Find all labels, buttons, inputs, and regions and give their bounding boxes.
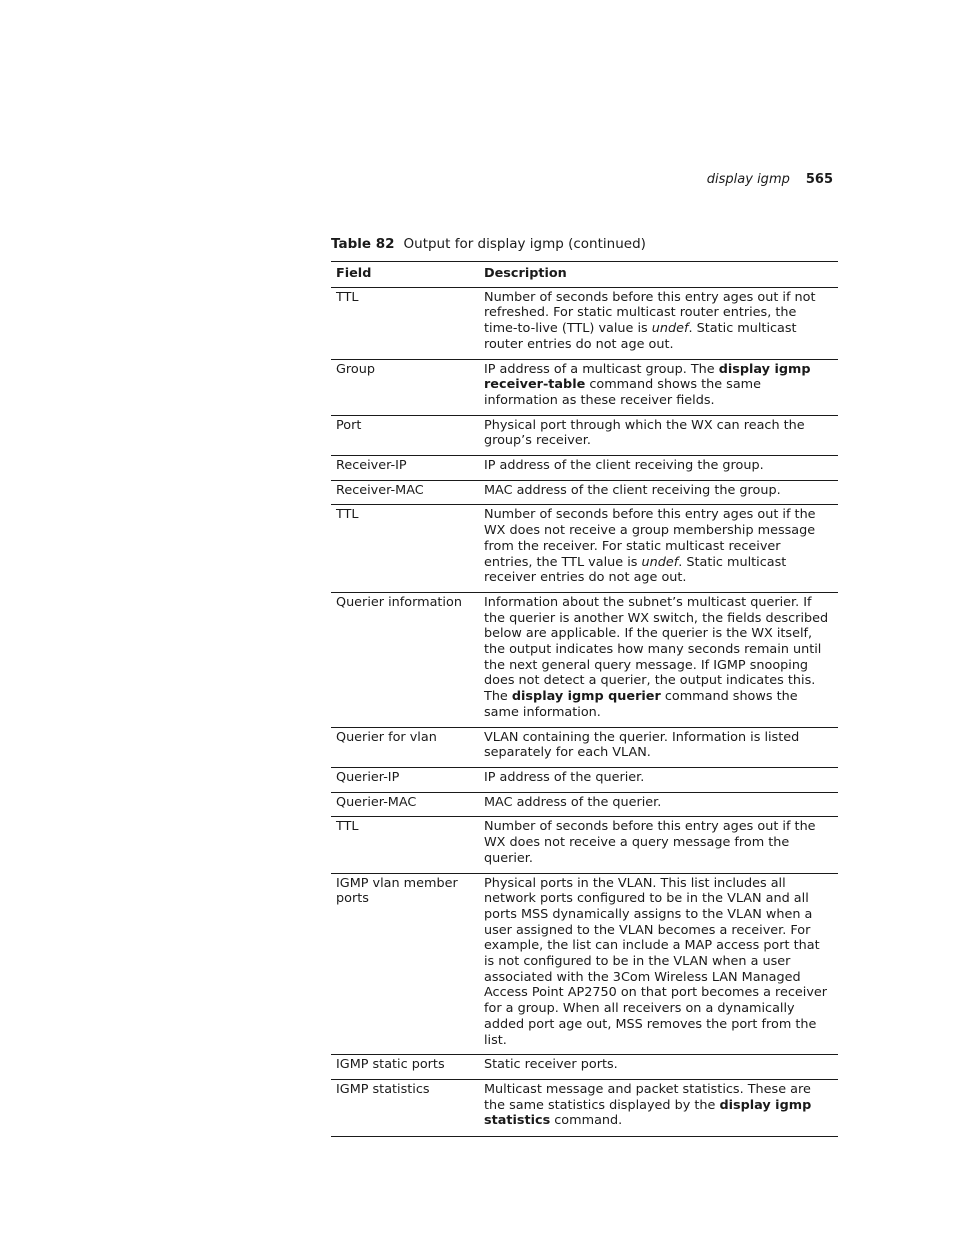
description-text: Physical ports in the VLAN. This list includes all network ports configured to be in the VLAN and all ports MSS dynamically assigns to the VLAN when a user assigned to the VLAN becomes a receiver. For example, the list can include a MAP access port that is not configured to be in the VLAN when a user associated with the 3Com Wireless LAN Managed Access Point AP2750 on that port becomes a receiver for a group. When all receivers on a dynamically added port age out, MSS removes the port from the list. [484,875,828,1048]
table-row [331,456,838,481]
description-cell [479,767,838,792]
field-cell: Querier information [331,592,479,727]
description-cell [479,817,838,873]
description-text: VLAN containing the querier. Information is listed separately for each VLAN. [484,729,800,761]
page-number: 565 [805,172,833,187]
table-row [331,767,838,792]
field-cell: IGMP static ports [331,1055,479,1080]
table-row [331,727,838,767]
table-row [331,287,838,359]
description-text: IP address of the client receiving the group. [484,458,764,474]
description-text: MAC address of the client receiving the group. [484,482,781,498]
table-caption-label: Table 82 [331,236,395,252]
running-header-title: display igmp [706,172,790,187]
table-row [331,415,838,455]
emphasis-text: undef [651,321,689,337]
description-cell [479,480,838,505]
description-cell [479,592,838,727]
field-cell: IGMP statistics [331,1079,479,1136]
table-row [331,792,838,817]
description-text: command shows the same information as these receiver fields. [484,377,761,408]
description-text: command shows the same information. [484,689,798,720]
field-cell: Group [331,359,479,415]
table-body [331,287,838,1136]
field-cell: TTL [331,505,479,593]
table-row [331,359,838,415]
field-cell: Port [331,415,479,455]
field-cell: Querier-IP [331,767,479,792]
table-row [331,1055,838,1080]
table-row [331,592,838,727]
field-cell: Receiver-IP [331,456,479,481]
description-text: Number of seconds before this entry ages out if not refreshed. For static multicast router entries, the time-to-live (TTL) value is [484,289,816,337]
description-text: IP address of a multicast group. The [484,361,719,377]
field-cell: TTL [331,817,479,873]
description-cell [479,1055,838,1080]
table-row [331,1079,838,1136]
description-text: IP address of the querier. [484,769,645,785]
field-cell: Receiver-MAC [331,480,479,505]
description-cell [479,415,838,455]
description-text: . Static multicast router entries do not age out. [484,321,797,352]
table-row [331,873,838,1055]
output-table [331,261,838,1137]
description-text: Multicast message and packet statistics. These are the same statistics displayed by the [484,1081,811,1113]
description-cell [479,792,838,817]
emphasis-text: undef [641,554,679,570]
field-cell: TTL [331,287,479,359]
command-name: display igmp statistics [484,1097,812,1129]
table-row [331,505,838,593]
table-caption-text: Output for display igmp (continued) [403,236,646,252]
column-header-field: Field [331,262,479,288]
description-text: Physical port through which the WX can reach the group’s receiver. [484,417,805,449]
field-cell: Querier-MAC [331,792,479,817]
field-cell: IGMP vlan member ports [331,873,479,1055]
description-text: Static receiver ports. [484,1057,618,1073]
description-text: command. [550,1113,623,1129]
command-name: display igmp receiver-table [484,361,811,393]
table-row [331,480,838,505]
description-text: Information about the subnet’s multicast querier. If the querier is another WX switch, the fields described below are applicable. If the querier is the WX itself, the output indicates how many seconds remain until the next general query message. If IGMP snooping does not detect a querier, the output indicates this. The [484,594,829,705]
description-text: MAC address of the querier. [484,794,662,810]
column-header-description: Description [479,262,838,288]
running-header [600,172,833,188]
command-name: display igmp querier [511,689,661,705]
description-cell [479,359,838,415]
description-cell [479,727,838,767]
description-cell [479,1079,838,1136]
description-cell [479,287,838,359]
description-cell [479,505,838,593]
description-cell [479,456,838,481]
description-text: Number of seconds before this entry ages out if the WX does not receive a query message from the querier. [484,819,816,866]
description-text: . Static multicast receiver entries do not age out. [484,554,787,586]
table-row [331,817,838,873]
description-cell [479,873,838,1055]
description-text: Number of seconds before this entry ages out if the WX does not receive a group membership message from the receiver. For static multicast receiver entries, the TTL value is [484,507,816,570]
field-cell: Querier for vlan [331,727,479,767]
table-caption [331,236,646,253]
table-header-row [331,262,838,288]
